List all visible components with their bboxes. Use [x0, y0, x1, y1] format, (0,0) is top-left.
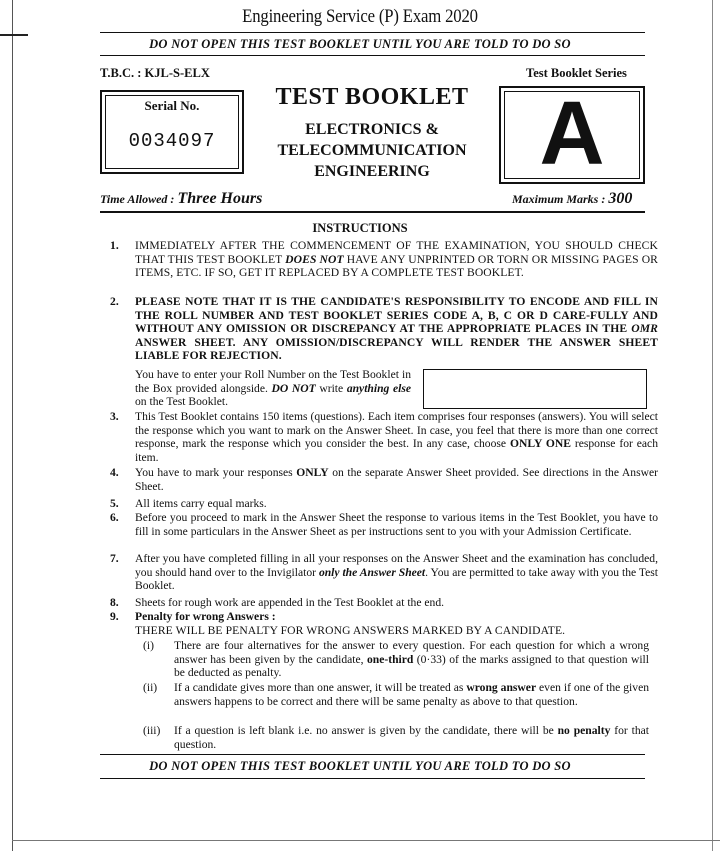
margin-mark: [0, 34, 28, 36]
subject-line-2: TELECOMMUNICATION: [277, 142, 467, 159]
top-rule: [100, 32, 645, 33]
instruction-7: 7. After you have completed filling in all your responses on the Answer Sheet and the examination has concluded, you should hand over to the Invigilator only the Answer Sheet. You are permitted to take away with you the Test Booklet.: [110, 552, 658, 593]
roll-number-note: You have to enter your Roll Number on the Test Booklet in the Box provided alongside. DO NOT write anything else on the Test Booklet.: [135, 368, 411, 409]
maximum-marks: [512, 190, 632, 208]
instruction-5: 5. All items carry equal marks.: [110, 497, 267, 510]
warning-top: DO NOT OPEN THIS TEST BOOKLET UNTIL YOU ARE TOLD TO DO SO: [149, 37, 571, 51]
tbc-code: T.B.C. : KJL-S-ELX: [100, 66, 210, 80]
time-allowed: [100, 190, 262, 208]
series-letter: A: [539, 84, 605, 184]
page-edge-right: [712, 0, 713, 851]
serial-label: Serial No.: [144, 98, 200, 113]
series-label: Test Booklet Series: [526, 66, 627, 80]
subject-line-3: ENGINEERING: [314, 163, 430, 180]
instruction-6: 6. Before you proceed to mark in the Answer Sheet the response to various items in the Test Booklet, you have to fill in some particulars in the Answer Sheet as per instructions sent to you with your Admission Certificate.: [110, 511, 658, 538]
time-label: Time Allowed :: [100, 192, 175, 206]
roll-number-box[interactable]: [423, 369, 647, 409]
header-rule: [100, 211, 645, 213]
instruction-1: 1. IMMEDIATELY AFTER THE COMMENCEMENT OF THE EXAMINATION, YOU SHOULD CHECK THAT THIS TEST BOOKLET DOES NOT HAVE ANY UNPRINTED OR TORN OR MISSING PAGES OR ITEMS, ETC. IF SO, GET IT REPLACED BY A COMPLETE TEST BOOKLET.: [110, 239, 659, 280]
instruction-9: 9. Penalty for wrong Answers : THERE WILL BE PENALTY FOR WRONG ANSWERS MARKED BY A CANDIDATE.: [110, 610, 566, 637]
instruction-2: 2. PLEASE NOTE THAT IT IS THE CANDIDATE'S RESPONSIBILITY TO ENCODE AND FILL IN THE ROLL NUMBER AND TEST BOOKLET SERIES CODE A, B, C OR D CARE-FULLY AND WITHOUT ANY OMISSION OR DISCREPANCY AT THE APPROPRIATE PLACES IN THE OMR ANSWER SHEET. ANY OMISSION/DISCREPANCY WILL RENDER THE ANSWER SHEET LIABLE FOR REJECTION.: [110, 295, 658, 363]
penalty-rule-2: (ii) If a candidate gives more than one answer, it will be treated as wrong answer even if one of the given answers happens to be correct and there will be same penalty as above to that question.: [143, 681, 650, 708]
time-value: Three Hours: [177, 190, 263, 207]
exam-title: Engineering Service (P) Exam 2020: [242, 6, 478, 27]
instruction-3: 3. This Test Booklet contains 150 items (questions). Each item comprises four responses (answers). You will select the response which you want to mark on the Answer Sheet. In case, you feel that there is more than one correct response, mark the response which you consider the best. In any case, choose ONLY ONE response for each item.: [110, 410, 658, 464]
instruction-8: 8. Sheets for rough work are appended in the Test Booklet at the end.: [110, 596, 445, 609]
warning-bottom: DO NOT OPEN THIS TEST BOOKLET UNTIL YOU ARE TOLD TO DO SO: [149, 759, 571, 773]
bottom-rule-2: [100, 778, 645, 779]
instructions-heading: INSTRUCTIONS: [312, 221, 408, 235]
page-edge-bottom: [12, 840, 720, 841]
marks-value: 300: [608, 190, 633, 207]
bottom-rule-1: [100, 754, 645, 755]
penalty-rule-3: (iii) If a question is left blank i.e. no answer is given by the candidate, there will be no penalty for that question.: [143, 724, 649, 751]
serial-number: 0034097: [128, 130, 216, 152]
marks-label: Maximum Marks :: [512, 192, 606, 206]
warning-rule: [100, 55, 645, 56]
subject-line-1: ELECTRONICS &: [305, 121, 439, 138]
penalty-rule-1: (i) There are four alternatives for the answer to every question. For each question for which a wrong answer has been given by the candidate, one-third (0·33) of the marks assigned to that question will be deducted as penalty.: [143, 639, 649, 680]
booklet-title: TEST BOOKLET: [275, 84, 469, 110]
instruction-4: 4. You have to mark your responses ONLY on the separate Answer Sheet provided. See directions in the Answer Sheet.: [110, 466, 658, 493]
page-edge-left: [12, 0, 13, 851]
series-box: [499, 86, 645, 184]
serial-box: [100, 90, 244, 174]
